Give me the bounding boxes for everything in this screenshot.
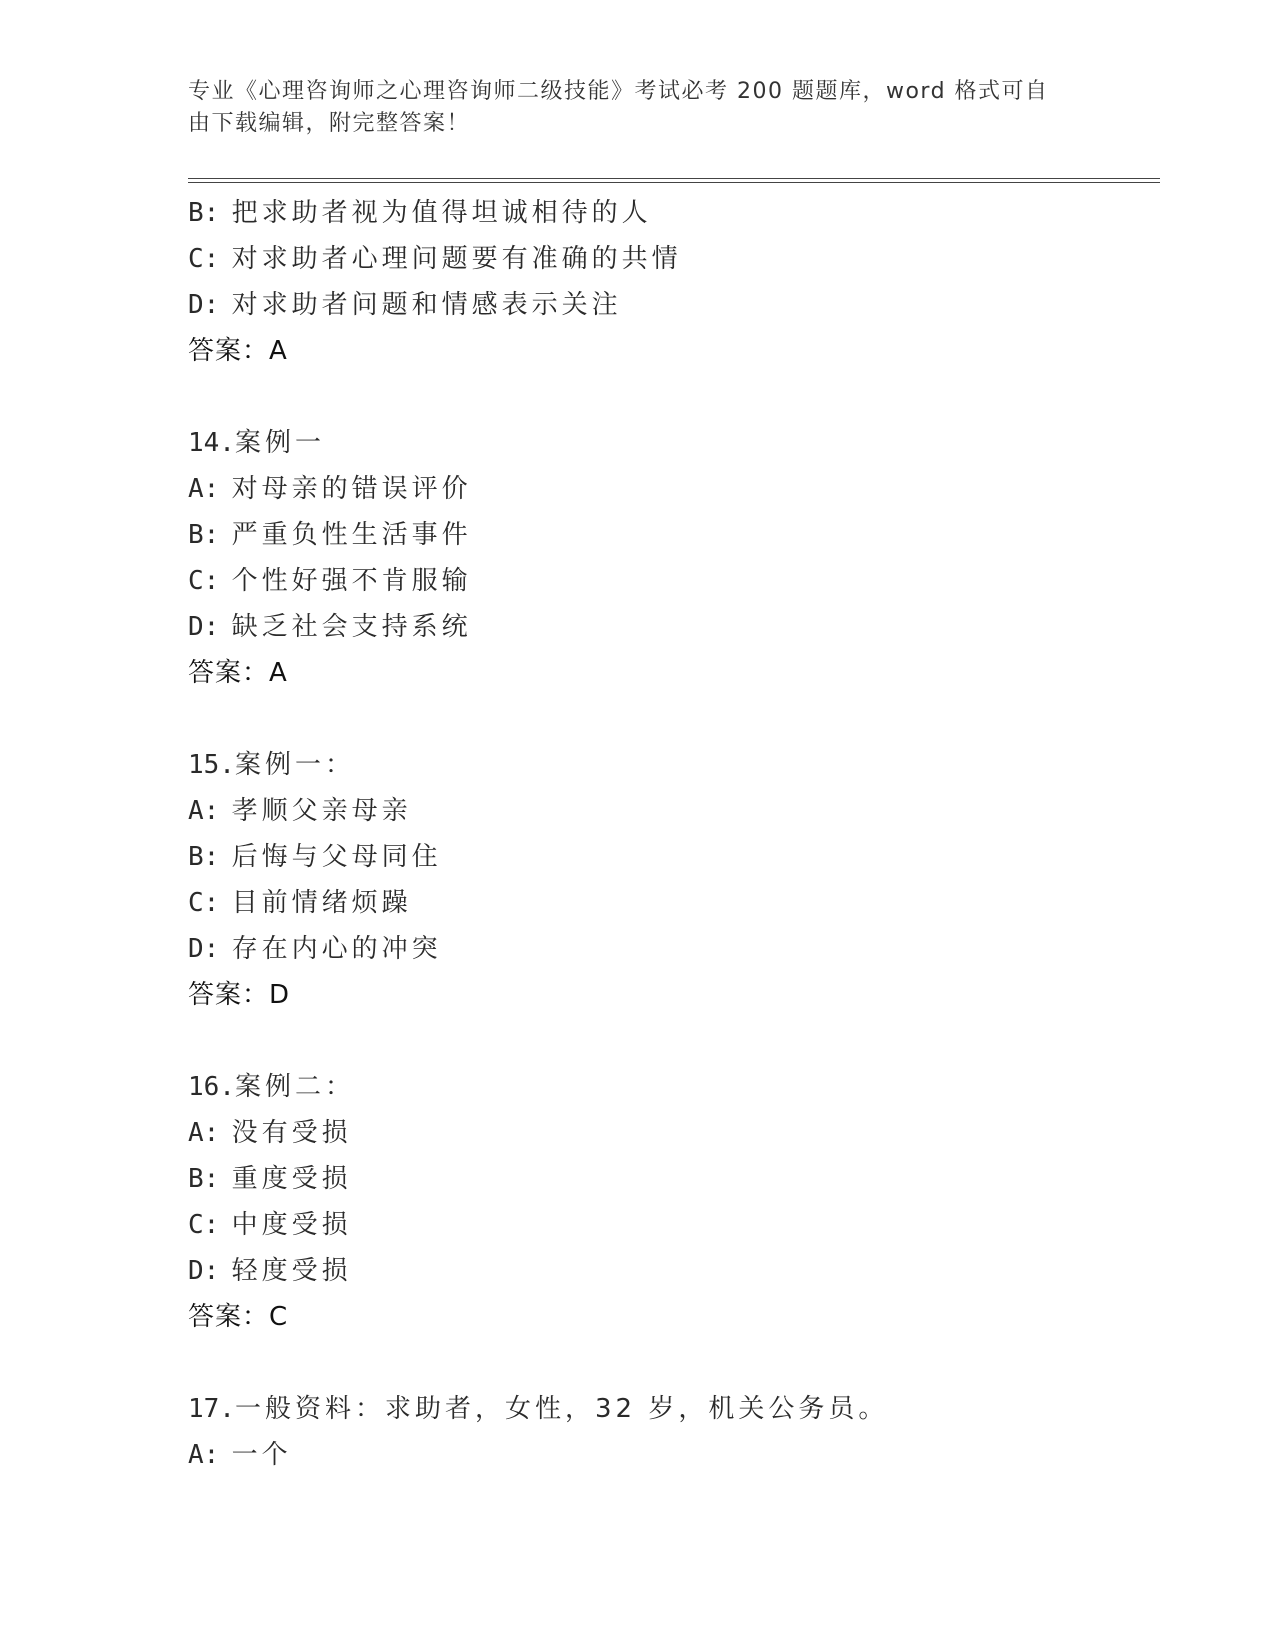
option-letter: D: bbox=[188, 290, 220, 320]
answer-line: 答案：D bbox=[188, 980, 291, 1010]
option-letter: B: bbox=[188, 1164, 220, 1194]
question-text: 案例一： bbox=[234, 750, 355, 780]
option-b bbox=[188, 834, 1168, 880]
option-text: 后悔与父母同住 bbox=[231, 842, 442, 872]
option-d bbox=[188, 926, 1168, 972]
option-letter: C: bbox=[188, 888, 220, 918]
option-d bbox=[188, 604, 1168, 650]
option-letter: B: bbox=[188, 198, 220, 228]
option-letter: D: bbox=[188, 612, 220, 642]
question-stem bbox=[188, 420, 1168, 466]
question-number: 17. bbox=[188, 1394, 235, 1424]
option-a bbox=[188, 788, 1168, 834]
question-number: 14. bbox=[188, 428, 235, 458]
question-text: 案例一 bbox=[234, 428, 325, 458]
header-divider bbox=[188, 178, 1160, 183]
option-b bbox=[188, 190, 1168, 236]
option-text: 把求助者视为值得坦诚相待的人 bbox=[231, 198, 652, 228]
option-text: 对求助者问题和情感表示关注 bbox=[231, 290, 622, 320]
option-letter: D: bbox=[188, 1256, 220, 1286]
option-text: 个性好强不肯服输 bbox=[231, 566, 472, 596]
spacer bbox=[188, 1340, 1168, 1386]
question-text: 一般资料：求助者，女性，32 岁，机关公务员。 bbox=[234, 1394, 889, 1424]
question-17 bbox=[188, 1386, 1168, 1478]
option-letter: C: bbox=[188, 566, 220, 596]
option-text: 缺乏社会支持系统 bbox=[231, 612, 472, 642]
option-text: 存在内心的冲突 bbox=[231, 934, 442, 964]
option-d bbox=[188, 1248, 1168, 1294]
spacer bbox=[188, 696, 1168, 742]
option-a bbox=[188, 1432, 1168, 1478]
option-text: 没有受损 bbox=[231, 1118, 352, 1148]
header-line-1: 专业《心理咨询师之心理咨询师二级技能》考试必考 200 题题库，word 格式可自 bbox=[188, 79, 1049, 104]
option-text: 孝顺父亲母亲 bbox=[231, 796, 412, 826]
option-c bbox=[188, 558, 1168, 604]
answer-line: 答案：A bbox=[188, 336, 288, 366]
option-text: 严重负性生活事件 bbox=[231, 520, 472, 550]
option-text: 轻度受损 bbox=[231, 1256, 352, 1286]
option-a bbox=[188, 466, 1168, 512]
spacer bbox=[188, 1018, 1168, 1064]
question-number: 15. bbox=[188, 750, 235, 780]
question-stem bbox=[188, 742, 1168, 788]
question-number: 16. bbox=[188, 1072, 235, 1102]
question-13-continuation bbox=[188, 190, 1168, 374]
document-header bbox=[188, 76, 1068, 140]
option-text: 中度受损 bbox=[231, 1210, 352, 1240]
option-text: 重度受损 bbox=[231, 1164, 352, 1194]
question-list bbox=[188, 190, 1168, 1478]
option-text: 对求助者心理问题要有准确的共情 bbox=[231, 244, 682, 274]
option-b bbox=[188, 512, 1168, 558]
option-letter: A: bbox=[188, 1118, 220, 1148]
option-letter: A: bbox=[188, 1440, 220, 1470]
option-text: 对母亲的错误评价 bbox=[231, 474, 472, 504]
option-letter: C: bbox=[188, 1210, 220, 1240]
question-15 bbox=[188, 742, 1168, 1018]
option-letter: A: bbox=[188, 796, 220, 826]
option-d bbox=[188, 282, 1168, 328]
option-letter: C: bbox=[188, 244, 220, 274]
option-a bbox=[188, 1110, 1168, 1156]
option-c bbox=[188, 236, 1168, 282]
answer-line: 答案：A bbox=[188, 658, 288, 688]
option-letter: B: bbox=[188, 842, 220, 872]
option-letter: D: bbox=[188, 934, 220, 964]
question-14 bbox=[188, 420, 1168, 696]
option-c bbox=[188, 880, 1168, 926]
option-text: 一个 bbox=[231, 1440, 292, 1470]
option-letter: A: bbox=[188, 474, 220, 504]
header-line-2: 由下载编辑，附完整答案！ bbox=[188, 111, 471, 136]
option-c bbox=[188, 1202, 1168, 1248]
spacer bbox=[188, 374, 1168, 420]
question-text: 案例二： bbox=[234, 1072, 355, 1102]
question-stem bbox=[188, 1064, 1168, 1110]
option-b bbox=[188, 1156, 1168, 1202]
question-16 bbox=[188, 1064, 1168, 1340]
option-letter: B: bbox=[188, 520, 220, 550]
question-stem bbox=[188, 1386, 1168, 1432]
option-text: 目前情绪烦躁 bbox=[231, 888, 412, 918]
answer-line: 答案：C bbox=[188, 1302, 289, 1332]
